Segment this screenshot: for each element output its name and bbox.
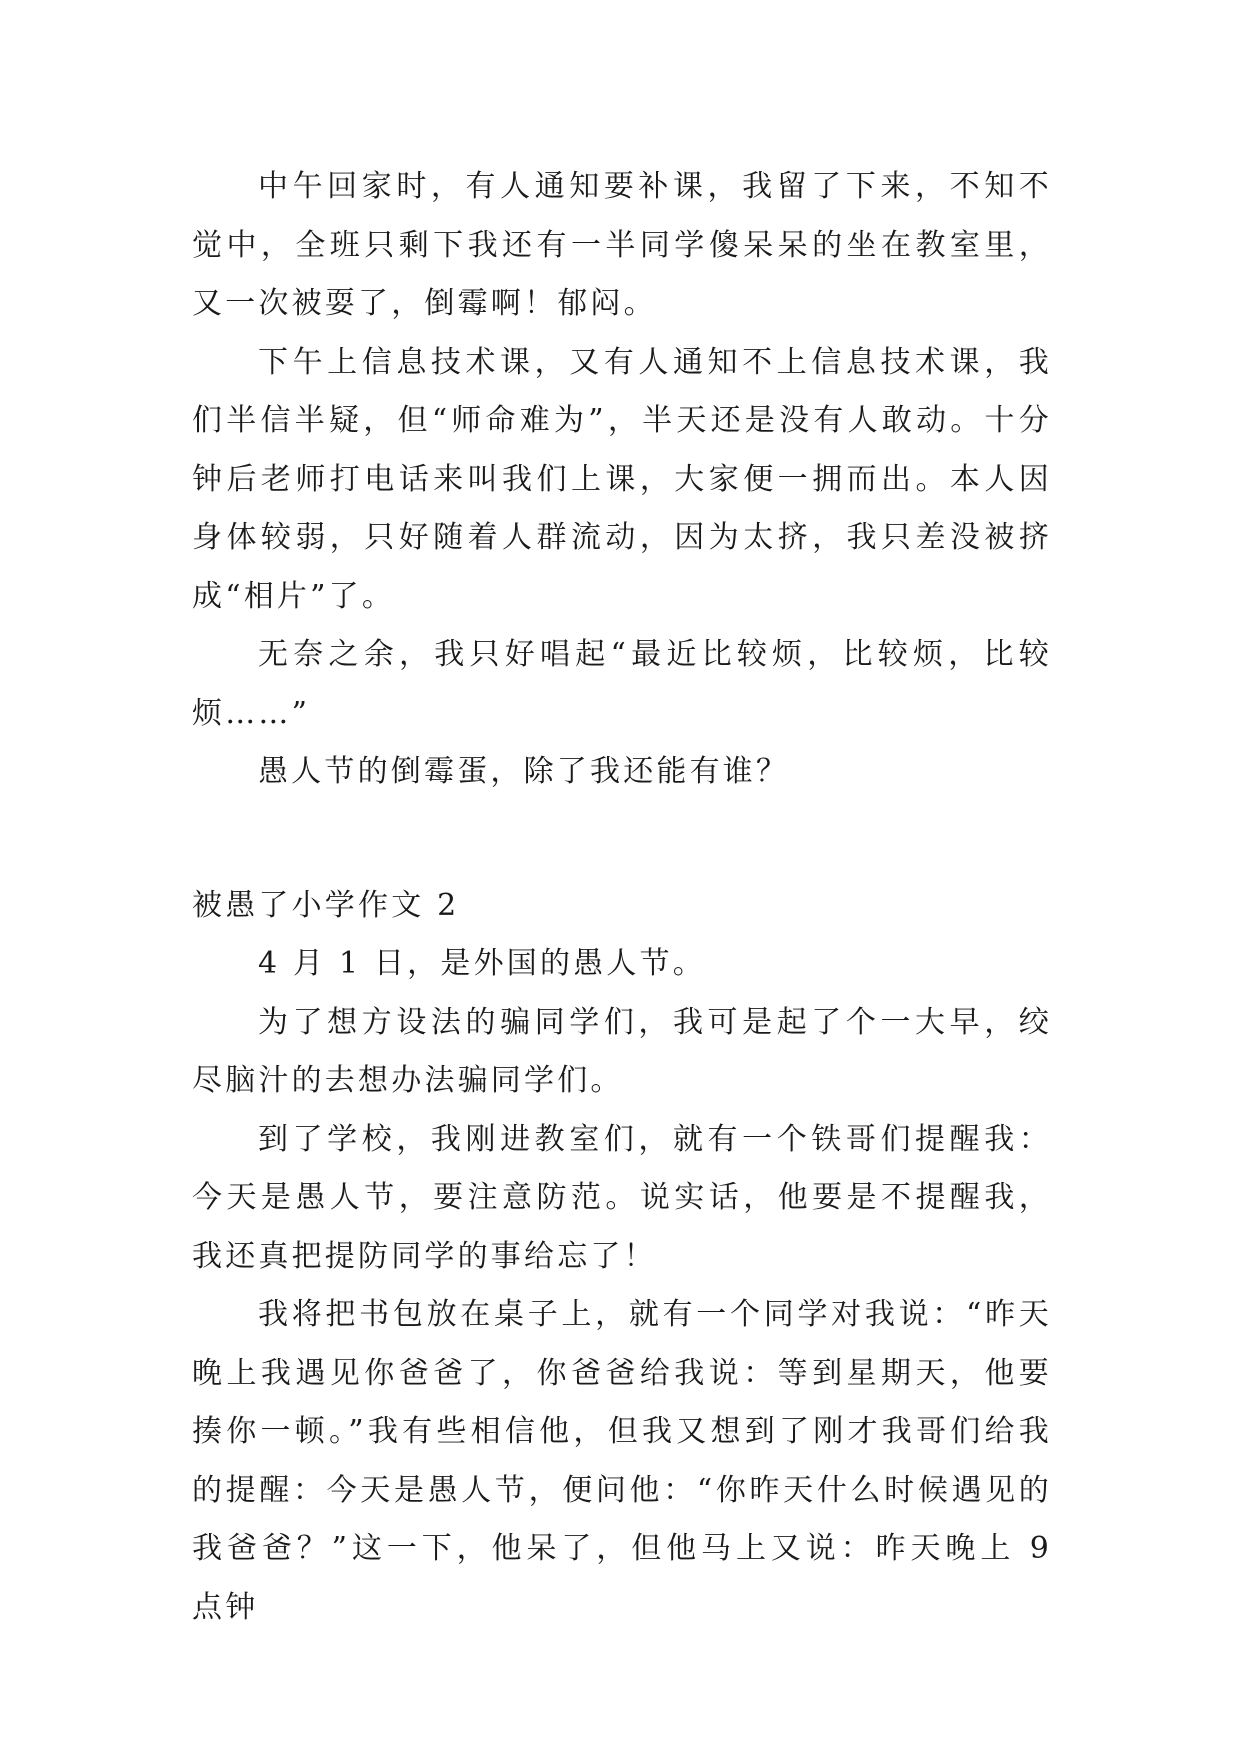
paragraph: 到了学校，我刚进教室们，就有一个铁哥们提醒我：今天是愚人节，要注意防范。说实话，他要是不提醒我，我还真把提防同学的事给忘了！ [192,1121,1052,1274]
paragraph: 下午上信息技术课，又有人通知不上信息技术课，我们半信半疑，但“师命难为”，半天还是没有人敢动。十分钟后老师打电话来叫我们上课，大家便一拥而出。本人因身体较弱，只好随着人群流动，因为太挤，我只差没被挤成“相片”了。 [192,344,1052,614]
paragraph: 中午回家时，有人通知要补课，我留了下来，不知不觉中，全班只剩下我还有一半同学傻呆呆的坐在教室里，又一次被耍了，倒霉啊！郁闷。 [192,169,1052,321]
paragraph: 无奈之余，我只好唱起“最近比较烦，比较烦，比较烦……” [192,637,1052,731]
document-body [192,158,1052,1637]
paragraph: 4 月 1 日，是外国的愚人节。 [258,946,706,981]
paragraph: 愚人节的倒霉蛋，除了我还能有谁？ [258,754,790,789]
section-title: 被愚了小学作文 2 [192,887,460,923]
paragraph: 我将把书包放在桌子上，就有一个同学对我说：“昨天晚上我遇见你爸爸了，你爸爸给我说：等到星期天，他要揍你一顿。”我有些相信他，但我又想到了刚才我哥们给我的提醒：今天是愚人节，便问他：“你昨天什么时候遇见的我爸爸？”这一下，他呆了，但他马上又说：昨天晚上 9 点钟 [192,1297,1052,1625]
paragraph: 为了想方设法的骗同学们，我可是起了个一大早，绞尽脑汁的去想办法骗同学们。 [192,1004,1052,1098]
